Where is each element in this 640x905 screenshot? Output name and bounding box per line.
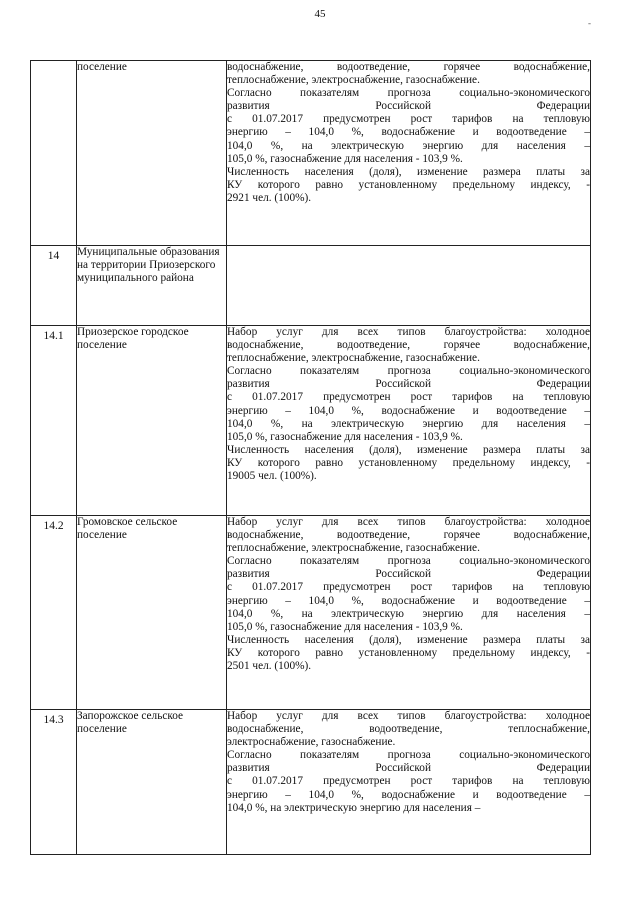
description-line: 105,0 %, газоснабжение для населения - 103,9 %. bbox=[227, 430, 463, 443]
description-line: 105,0 %, газоснабжение для населения - 103,9 %. bbox=[227, 620, 463, 633]
description-line: с 01.07.2017 предусмотрен рост тарифов на тепловую bbox=[227, 113, 590, 126]
description-line: Численность населения (доля), изменение размера платы за bbox=[227, 165, 590, 178]
description-line: Набор услуг для всех типов благоустройства: холодное bbox=[227, 326, 590, 338]
description-cell bbox=[227, 516, 591, 710]
description-line: 19005 чел. (100%). bbox=[227, 470, 317, 483]
settlement-name: Запорожское сельское поселение bbox=[77, 710, 227, 855]
description-line: развития Российской Федерации bbox=[227, 568, 590, 581]
description-line: Согласно показателям прогноза социально-экономического bbox=[227, 749, 590, 762]
settlement-name: Громовское сельское поселение bbox=[77, 516, 227, 710]
description-line: Согласно показателям прогноза социально-экономического bbox=[227, 555, 590, 568]
description-line: Численность населения (доля), изменение размера платы за bbox=[227, 633, 590, 646]
description-line: энергию – 104,0 %, водоснабжение и водоотведение – bbox=[227, 126, 590, 139]
table-row bbox=[31, 516, 591, 710]
description-line: с 01.07.2017 предусмотрен рост тарифов на тепловую bbox=[227, 391, 590, 404]
description-line: 2921 чел. (100%). bbox=[227, 191, 312, 204]
description-cell bbox=[227, 61, 591, 246]
description-line: с 01.07.2017 предусмотрен рост тарифов на тепловую bbox=[227, 775, 590, 788]
description-line: энергию – 104,0 %, водоснабжение и водоотведение – bbox=[227, 594, 590, 607]
table-row bbox=[31, 710, 591, 855]
description-line: энергию – 104,0 %, водоснабжение и водоотведение – bbox=[227, 788, 590, 801]
description-cell bbox=[227, 710, 591, 855]
description-line: Численность населения (доля), изменение размера платы за bbox=[227, 443, 590, 456]
corner-mark: - bbox=[588, 18, 591, 28]
description-line: Набор услуг для всех типов благоустройства: холодное bbox=[227, 710, 590, 722]
description-cell bbox=[227, 246, 591, 326]
description-line: Набор услуг для всех типов благоустройства: холодное bbox=[227, 516, 590, 528]
description-line: 105,0 %, газоснабжение для населения - 103,9 %. bbox=[227, 152, 463, 165]
row-number bbox=[31, 61, 77, 246]
table-row bbox=[31, 246, 591, 326]
description-line: развития Российской Федерации bbox=[227, 762, 590, 775]
description-line: КУ которого равно установленному предельному индексу, - bbox=[227, 178, 590, 191]
description-line: КУ которого равно установленному предельному индексу, - bbox=[227, 456, 590, 469]
description-line: водоснабжение, водоотведение, теплоснабжение, bbox=[227, 723, 590, 736]
settlement-name: поселение bbox=[77, 61, 227, 246]
description-line: 104,0 %, на электрическую энергию для населения – bbox=[227, 417, 590, 430]
description-line: водоснабжение, водоотведение, горячее водоснабжение, bbox=[227, 529, 590, 542]
description-line: 104,0 %, на электрическую энергию для населения – bbox=[227, 139, 590, 152]
description-line: водоснабжение, водоотведение, горячее водоснабжение, bbox=[227, 339, 590, 352]
description-line: Согласно показателям прогноза социально-экономического bbox=[227, 365, 590, 378]
description-line: 104,0 %, на электрическую энергию для населения – bbox=[227, 801, 481, 814]
row-number: 14.2 bbox=[31, 516, 77, 710]
description-line: теплоснабжение, электроснабжение, газоснабжение. bbox=[227, 542, 480, 555]
description-line: теплоснабжение, электроснабжение, газоснабжение. bbox=[227, 74, 480, 87]
description-line: энергию – 104,0 %, водоснабжение и водоотведение – bbox=[227, 404, 590, 417]
table-row bbox=[31, 326, 591, 516]
description-line: развития Российской Федерации bbox=[227, 100, 590, 113]
page-number: 45 bbox=[314, 8, 326, 20]
description-line: развития Российской Федерации bbox=[227, 378, 590, 391]
description-cell bbox=[227, 326, 591, 516]
row-number: 14 bbox=[31, 246, 77, 326]
description-line: КУ которого равно установленному предельному индексу, - bbox=[227, 646, 590, 659]
description-line: теплоснабжение, электроснабжение, газоснабжение. bbox=[227, 352, 480, 365]
settlement-name: Муниципальные образования на территории Приозерского муниципального района bbox=[77, 246, 227, 326]
table-row bbox=[31, 61, 591, 246]
settlement-name: Приозерское городское поселение bbox=[77, 326, 227, 516]
row-number: 14.3 bbox=[31, 710, 77, 855]
description-line: Согласно показателям прогноза социально-экономического bbox=[227, 87, 590, 100]
description-line: 2501 чел. (100%). bbox=[227, 660, 312, 673]
description-line: электроснабжение, газоснабжение. bbox=[227, 736, 396, 749]
tariff-table bbox=[30, 60, 591, 855]
row-number: 14.1 bbox=[31, 326, 77, 516]
description-line: 104,0 %, на электрическую энергию для населения – bbox=[227, 607, 590, 620]
description-line: водоснабжение, водоотведение, горячее водоснабжение, bbox=[227, 61, 590, 73]
description-line: с 01.07.2017 предусмотрен рост тарифов на тепловую bbox=[227, 581, 590, 594]
